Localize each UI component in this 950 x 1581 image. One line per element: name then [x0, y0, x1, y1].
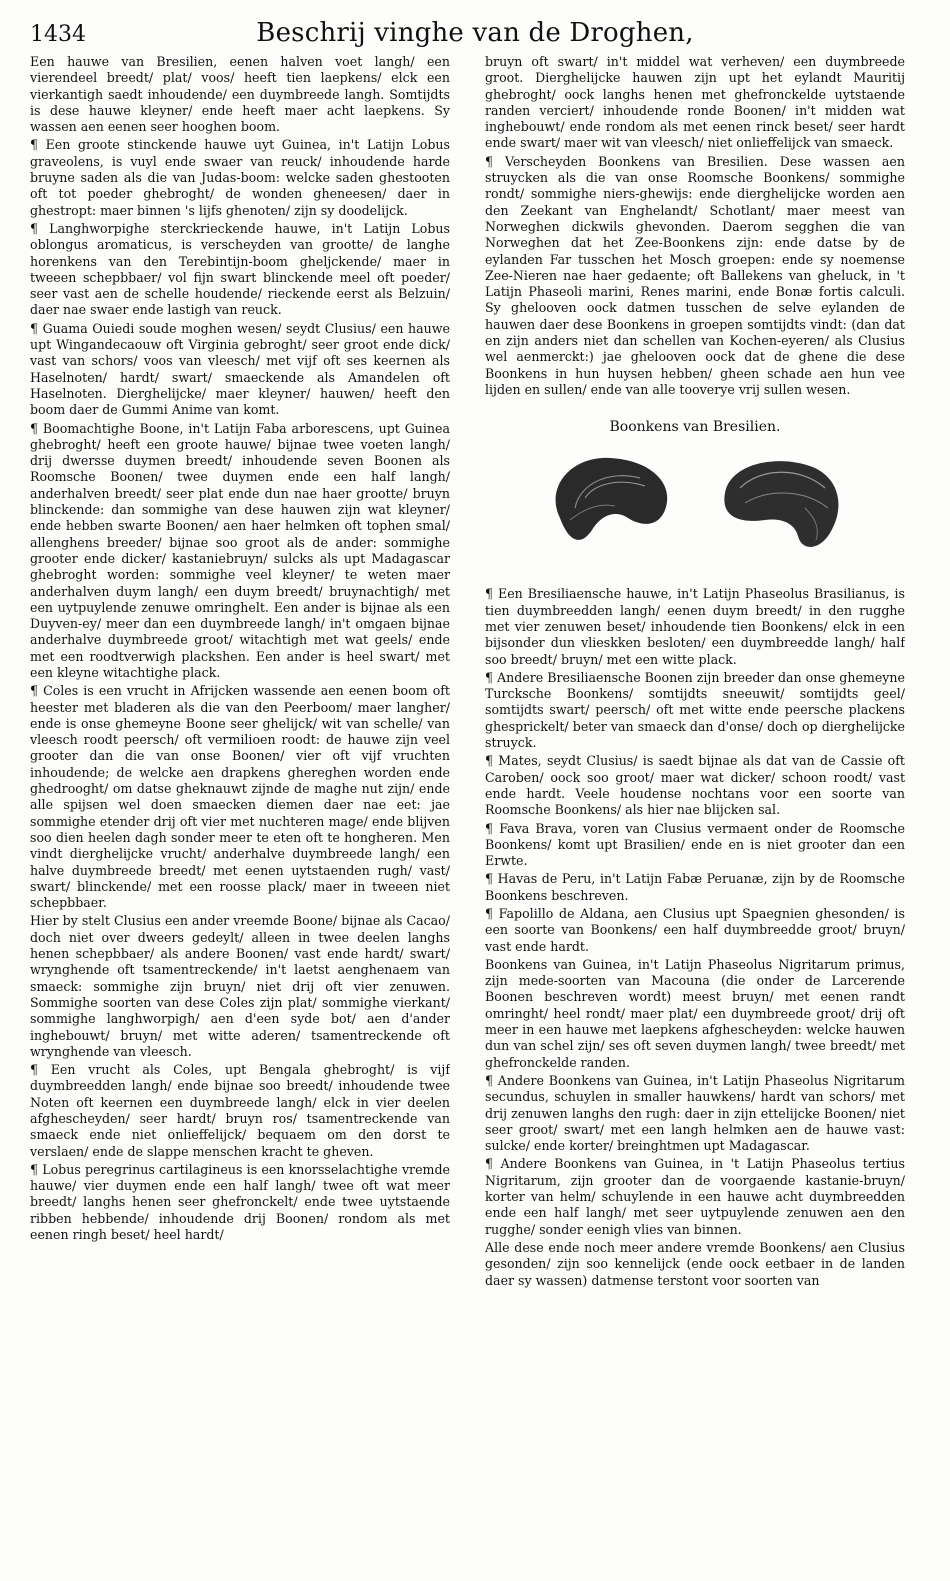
paragraph: ¶ Mates, seydt Clusius/ is saedt bijnae als dat van de Cassie oft Caroben/ oock soo groot/ maer wat dicker/ schoon roodt/ vast ende hardt. Veele houdense nochtans voor een soorte van Roomsche Boonkens/ als hier nae blijcken sal.	[485, 753, 905, 818]
paragraph: ¶ Andere Bresiliaensche Boonen zijn breeder dan onse ghemeyne Turcksche Boonkens/ somtijdts sneeuwit/ somtijdts geel/ somtijdts swart/ peersch/ oft met witte ende peersche plackens ghesprickelt/ beter van smaeck dan d'onse/ doch op dierghelijcke struyck.	[485, 669, 905, 751]
paragraph: ¶ Guama Ouiedi soude moghen wesen/ seydt Clusius/ een hauwe upt Wingandecaouw oft Virginia gebroght/ seer groot ende dick/ vast van schors/ voos van vleesch/ met vijf oft ses keernen als Haselnoten/ hardt/ swart/ smaeckende als Amandelen oft Haselnoten. Dierghelijcke/ maer kleyner/ hauwen/ heeft den boom daer de Gummi Anime van komt.	[30, 320, 450, 418]
figure-caption: Boonkens van Bresilien.	[609, 419, 781, 436]
paragraph: ¶ Langhworpighe sterckrieckende hauwe, in't Latijn Lobus oblongus aromaticus, is verscheyden van grootte/ de langhe horenkens van den Terebintijn-boom gheljckende/ maer in tweeen schepbbaer/ vol fijn swart blinckende meel oft poeder/ seer vast aen de schelle houdende/ rieckende eerst als Belzuin/ daer nae swaer ende lastigh van reuck.	[30, 220, 450, 318]
paragraph: ¶ Een groote stinckende hauwe uyt Guinea, in't Latijn Lobus graveolens, is vuyl ende swaer van reuck/ inhoudende harde bruyne saden als die van Judas-boom: welcke saden ghestooten oft tot poeder ghebroght/ de wonden gheneesen/ daer in ghestropt: maer binnen 's lijfs ghenoten/ zijn sy doodelijck.	[30, 137, 450, 218]
bean-illustration	[485, 448, 905, 568]
paragraph: Hier by stelt Clusius een ander vreemde Boone/ bijnae als Cacao/ doch niet over dweers gedeylt/ alleen in twee deelen langhs henen schepbbaer/ als andere Boonen/ vast ende hardt/ swart/ wrynghende oft tsamentreckende/ in't laetst aenghenaem van smaeck: sommighe zijn bruyn/ niet drij oft vier zenuwen. Sommighe soorten van dese Coles zijn plat/ sommighe vierkant/ sommighe langhworpigh/ aen d'een syde bot/ aen d'ander inghebouwt/ bruyn/ met witte aderen/ tsamentreckende oft wrynghende van vleesch.	[30, 913, 450, 1059]
paragraph: ¶ Een vrucht als Coles, upt Bengala ghebroght/ is vijf duymbreedden langh/ ende bijnae soo breedt/ inhoudende twee Noten oft keernen een duymbreede langh/ elck in vier deelen afghescheyden/ seer hardt/ bruyn ros/ tsamentreckende van smaeck ende niet onlieffelijck/ bequaem om den dorst te verslaen/ ende de slappe menschen kracht te gheven.	[30, 1062, 450, 1159]
paragraph: Een hauwe van Bresilien, eenen halven voet langh/ een vierendeel breedt/ plat/ voos/ heeft tien laepkens/ elck een vierkantigh saedt inhoudende/ een duymbreede langh. Somtijdts is dese hauwe kleyner/ ende heeft maer acht laepkens. Sy wassen aen eenen seer hooghen boom.	[30, 54, 450, 135]
paragraph: ¶ Havas de Peru, in't Latijn Fabæ Peruanæ, zijn by de Roomsche Boonkens beschreven.	[485, 871, 905, 903]
paragraph: ¶ Een Bresiliaensche hauwe, in't Latijn Phaseolus Brasilianus, is tien duymbreedden langh/ eenen duym breedt/ in den rugghe met vier zenuwen beset/ inhoudende tien Boonkens/ elck in een bijsonder dun vlieskken besloten/ een duymbreedde langh/ half soo breedt/ bruyn/ met een witte plack.	[485, 586, 905, 667]
paragraph: Alle dese ende noch meer andere vremde Boonkens/ aen Clusius gesonden/ zijn soo kennelijck (ende oock eetbaer in de landen daer sy wassen) datmense terstont voor soorten van	[485, 1239, 905, 1288]
paragraph: ¶ Fava Brava, voren van Clusius vermaent onder de Roomsche Boonkens/ komt upt Brasilien/ ende en is niet grooter dan een Erwte.	[485, 820, 905, 869]
running-title: Beschrij vinghe van de Droghen,	[256, 18, 694, 48]
paragraph: Boonkens van Guinea, in't Latijn Phaseolus Nigritarum primus, zijn mede-soorten van Macouna (die onder de Larcerende Boonen beschreven wordt) meest bruyn/ met eenen randt omringht/ heel rondt/ maer plat/ een duymbreede groot/ drij oft meer in een hauwe met laepkens afghescheyden: welcke hauwen dun van schel zijn/ ses oft seven duymen langh/ twee breedt/ met ghefronckelde randen.	[485, 956, 905, 1070]
paragraph: ¶ Verscheyden Boonkens van Bresilien. Dese wassen aen struycken als die van onse Roomsche Boonkens/ sommighe rondt/ sommighe niers-ghewijs: ende dierghelijcke worden aen den Zeekant van Enghelandt/ Schotlant/ maer meest van Norweghen dickwils ghevonden. Daerom segghen die van Norweghen dat het Zee-Boonkens zijn: ende datse by de eylanden Far tusschen het Mosch groepen: ende sy noemense Zee-Nieren nae haer gedaente; oft Ballekens van gheluck, in 't Latijn Phaseoli marini, Renes marini, ende Bonæ fortis calculi. Sy ghelooven oock datmen tusschen de selve eylanden de hauwen daer dese Boonkens in groepen somtijdts vindt: (dan dat en zijn anders niet dan schellen van Kochen-eyeren/ als Clusius wel aenmerckt:) jae ghelooven oock dat de ghene die dese Boonkens in hun huysen hebben/ gheen schade aen hun vee lijden en sullen/ ende van alle tooverye vrij sullen wesen.	[485, 153, 905, 397]
paragraph: ¶ Coles is een vrucht in Afrijcken wassende aen eenen boom oft heester met bladeren als die van den Peerboom/ maer langher/ ende is onse ghemeyne Boone seer ghelijck/ wit van schelle/ van vleesch roodt peersch/ oft vermilioen roodt: de hauwe zijn veel grooter dan die van onse Boonen/ vier oft vijf vruchten inhoudende; de welcke aen drapkens ghereghen worden ende ghedrooght/ om datse gheknauwt zijnde de maghe nut zijn/ ende alle spijsen wel doen smaecken diemen daer nae eet: jae sommighe etender drij oft vier met nuchteren mage/ ende blijven soo dien heelen dagh sonder meer te eten oft te hongheren. Men vindt dierghelijcke vrucht/ anderhalve duymbreede langh/ een halve duymbreede breedt/ met eenen uytstaenden rugh/ vast/ swart/ blinckende/ met een roosse plack/ maer in tweeen niet schepbbaer.	[30, 683, 450, 911]
paragraph: bruyn oft swart/ in't middel wat verheven/ een duymbreede groot. Dierghelijcke hauwen zijn upt het eylandt Mauritij ghebroght/ oock langhs henen met ghefronckelde uytstaende randen verciert/ inhoudende ronde Boonen/ in't midden wat inghebouwt/ ende rondom als met eenen rinck beset/ seer hardt ende swart/ maer wit van vleesch/ niet onlieffelijck van smaeck.	[485, 54, 905, 151]
paragraph: ¶ Fapolillo de Aldana, aen Clusius upt Spaegnien ghesonden/ is een soorte van Boonkens/ een half duymbreedde groot/ bruyn/ vast ende hardt.	[485, 906, 905, 954]
paragraph: ¶ Lobus peregrinus cartilagineus is een knorsselachtighe vremde hauwe/ vier duymen ende een half langh/ twee oft wat meer breedt/ langhs henen seer ghefronckelt/ ende twee uytstaende ribben hebbende/ inhoudende drij Boonen/ rondom als met eenen ringh beset/ heel hardt/	[30, 1161, 450, 1243]
bean-image-left	[540, 448, 680, 558]
paragraph: ¶ Boomachtighe Boone, in't Latijn Faba arborescens, upt Guinea ghebroght/ heeft een groote hauwe/ bijnae twee voeten langh/ drij dwersse duymen breedt/ inhoudende seven Boonen als Roomsche Boonen/ twee duymen ende een half langh/ anderhalven breedt/ seer plat ende dun nae haer grootte/ bruyn blinckende: dan sommighe van dese hauwen zijn wat kleyner/ ende hebben swarte Boonen/ aen haer helmken oft tophen smal/ allenghens breeder/ bijnae soo groot als de ander: sommighe grooter ende dicker/ kastaniebruyn/ sulcks als upt Madagascar ghebroght worden: sommighe veel kleyner/ te weten maer anderhalven duym langh/ een duym breedt/ bruynachtigh/ met een uytpuylende zenuwe omringhelt. Een ander is bijnae als een Duyven-ey/ meer dan een duymbreede langh/ in't omgaen bijnae anderhalve duymbreede groot/ witachtigh met wat geels/ ende met een roodtverwigh plackshen. Een ander is heel swart/ met een kleyne witachtighe plack.	[30, 420, 450, 680]
bean-image-right	[710, 448, 850, 558]
paragraph: ¶ Andere Boonkens van Guinea, in't Latijn Phaseolus Nigritarum secundus, schuylen in smaller hauwkens/ hardt van schors/ met drij zenuwen langhs den rugh: daer in zijn ettelijcke Boonen/ niet seer groot/ swart/ met een langh helmken aen de hauwe vast: sulcke/ ende korter/ breinghtmen upt Madagascar.	[485, 1072, 905, 1154]
left-column	[30, 54, 450, 1564]
right-column	[485, 54, 905, 1564]
page-header	[20, 14, 930, 48]
paragraph: ¶ Andere Boonkens van Guinea, in 't Latijn Phaseolus tertius Nigritarum, zijn grooter dan de voorgaende kastanie-bruyn/ korter van helm/ schuylende in een hauwe acht duymbreedden ende een half langh/ met seer uytpuylende zenuwen aen den rugghe/ sonder eenigh vlies van binnen.	[485, 1156, 905, 1237]
page-number: 1434	[30, 22, 86, 47]
